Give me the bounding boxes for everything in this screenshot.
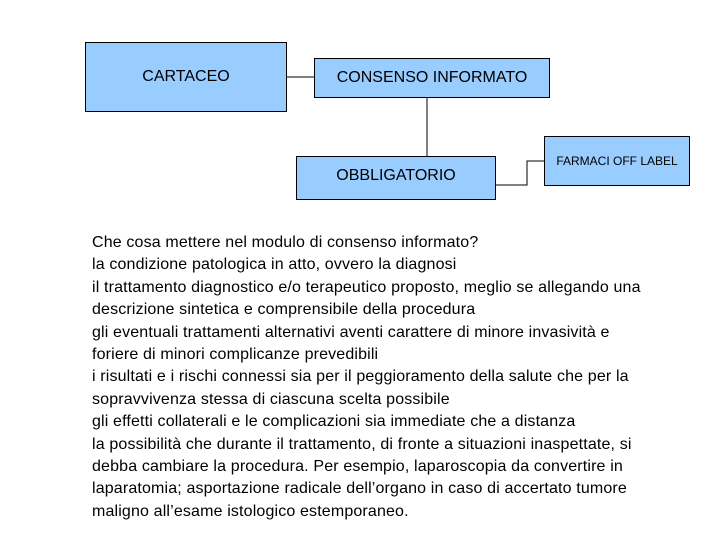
box-obbligatorio [296,156,496,200]
text-line: debba cambiare la procedura. Per esempio, laparoscopia da convertire in [92,458,623,476]
body-text [92,232,712,523]
text-line: maligno all’esame istologico estemporaneo. [92,502,409,520]
text-line: il trattamento diagnostico e/o terapeutico proposto, meglio se allegando una [92,278,641,296]
text-line: la possibilità che durante il trattamento, di fronte a situazioni inaspettate, si [92,435,632,453]
box-cartaceo-label: CARTACEO [142,68,230,85]
connector-obbligatorio-farmaci [496,161,544,185]
box-consenso-informato [314,58,550,98]
box-cartaceo [85,42,287,112]
text-line: sopravvivenza stessa di ciascuna scelta possibile [92,390,450,408]
text-line: i risultati e i rischi connessi sia per il peggioramento della salute che per la [92,368,629,386]
text-line: gli effetti collaterali e le complicazioni sia immediate che a distanza [92,413,576,431]
box-obbligatorio-label: OBBLIGATORIO [336,167,456,184]
text-line: foriere di minori complicanze prevedibili [92,346,379,364]
text-line: laparatomia; asportazione radicale dell’organo in caso di accertato tumore [92,480,627,498]
text-line: gli eventuali trattamenti alternativi aventi carattere di minore invasività e [92,323,610,341]
text-line: descrizione sintetica e comprensibile della procedura [92,301,476,319]
box-farmaci-off-label [544,136,690,186]
text-line: la condizione patologica in atto, ovvero la diagnosi [92,256,457,274]
box-farmaci-label: FARMACI OFF LABEL [556,154,678,168]
box-consenso-label: CONSENSO INFORMATO [336,69,528,86]
text-line: Che cosa mettere nel modulo di consenso informato? [92,234,479,251]
